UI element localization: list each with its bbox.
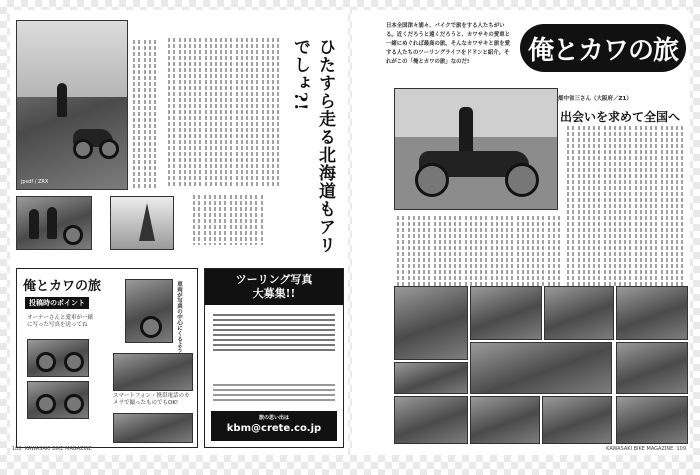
article-body-column-1 <box>130 40 160 190</box>
right-body-column-2 <box>394 216 560 286</box>
tip-photo-1 <box>27 339 89 377</box>
grid-photo <box>470 342 612 394</box>
grid-photo <box>544 286 614 340</box>
photo-grid <box>394 286 686 446</box>
left-page <box>10 10 348 455</box>
grid-photo <box>616 286 688 340</box>
grid-photo <box>616 396 688 444</box>
tip-3: スマートフォン・携帯電話のカメラで撮ったものでもOK! <box>113 393 190 406</box>
hokkaido-road-photo <box>16 20 128 190</box>
tip-photo-4 <box>113 353 193 391</box>
grid-photo <box>470 286 542 340</box>
tip-photo-2 <box>27 381 89 419</box>
series-logo: 俺とカワの旅 <box>520 20 686 76</box>
posting-points-label: 投稿時のポイント <box>25 297 89 309</box>
recruit-box <box>204 268 344 448</box>
monument-photo <box>110 196 174 250</box>
contact-label: 旅の思い出は <box>258 415 289 421</box>
recruit-title: ツーリング写真 大募集!! <box>205 269 343 305</box>
photo-caption: jpsdf / ZRX <box>21 179 49 185</box>
grid-photo <box>542 396 612 444</box>
intro-text: 日本全国津々浦々、バイクで旅をする人たちがいる。近くだろうと遠くだろうと、カワサキの愛車と一緒にめぐれば最高の旅。そんなカワサキと旅を愛する人たちのツーリングライフをドドンと紹介。それがこの「俺とカワの旅」なのだ! <box>386 23 510 65</box>
rider-name: 畑中省三さん（大阪府／Z1） <box>558 96 632 102</box>
subheadline: 出会いを求めて全国へ <box>560 110 681 124</box>
recruit-body <box>213 311 335 371</box>
grid-photo <box>394 396 468 444</box>
tip-photo-3 <box>125 279 173 343</box>
article-body-column-3 <box>190 195 270 245</box>
tip-2: 車両が写真の中心にくるよう <box>176 281 182 353</box>
article-headline: ひたすら走る北海道もアリでしょ?! <box>290 38 335 254</box>
grid-photo <box>470 396 540 444</box>
grid-photo <box>616 342 688 394</box>
main-bike-photo <box>394 88 558 210</box>
contact-email[interactable]: kbm@crete.co.jp <box>226 423 322 434</box>
right-page-footer: KAWASAKI BIKE MAGAZINE 109 <box>606 446 686 452</box>
left-page-footer: 108 KAWASAKI BIKE MAGAZINE <box>12 446 92 452</box>
recruit-details <box>213 381 335 407</box>
contact-box <box>211 411 337 441</box>
grid-photo <box>394 286 468 360</box>
right-page <box>352 10 690 455</box>
tip-photo-5 <box>113 413 193 443</box>
article-body-column-2 <box>165 38 283 188</box>
tip-1: オーナーさんと愛車が一緒に写った写真を送ってね <box>27 315 94 328</box>
right-body-column-1 <box>564 126 684 286</box>
group-photo-small <box>16 196 92 250</box>
grid-photo <box>394 362 468 394</box>
posting-points-box <box>16 268 198 448</box>
series-logo-small: 俺とカワの旅 <box>23 279 102 294</box>
